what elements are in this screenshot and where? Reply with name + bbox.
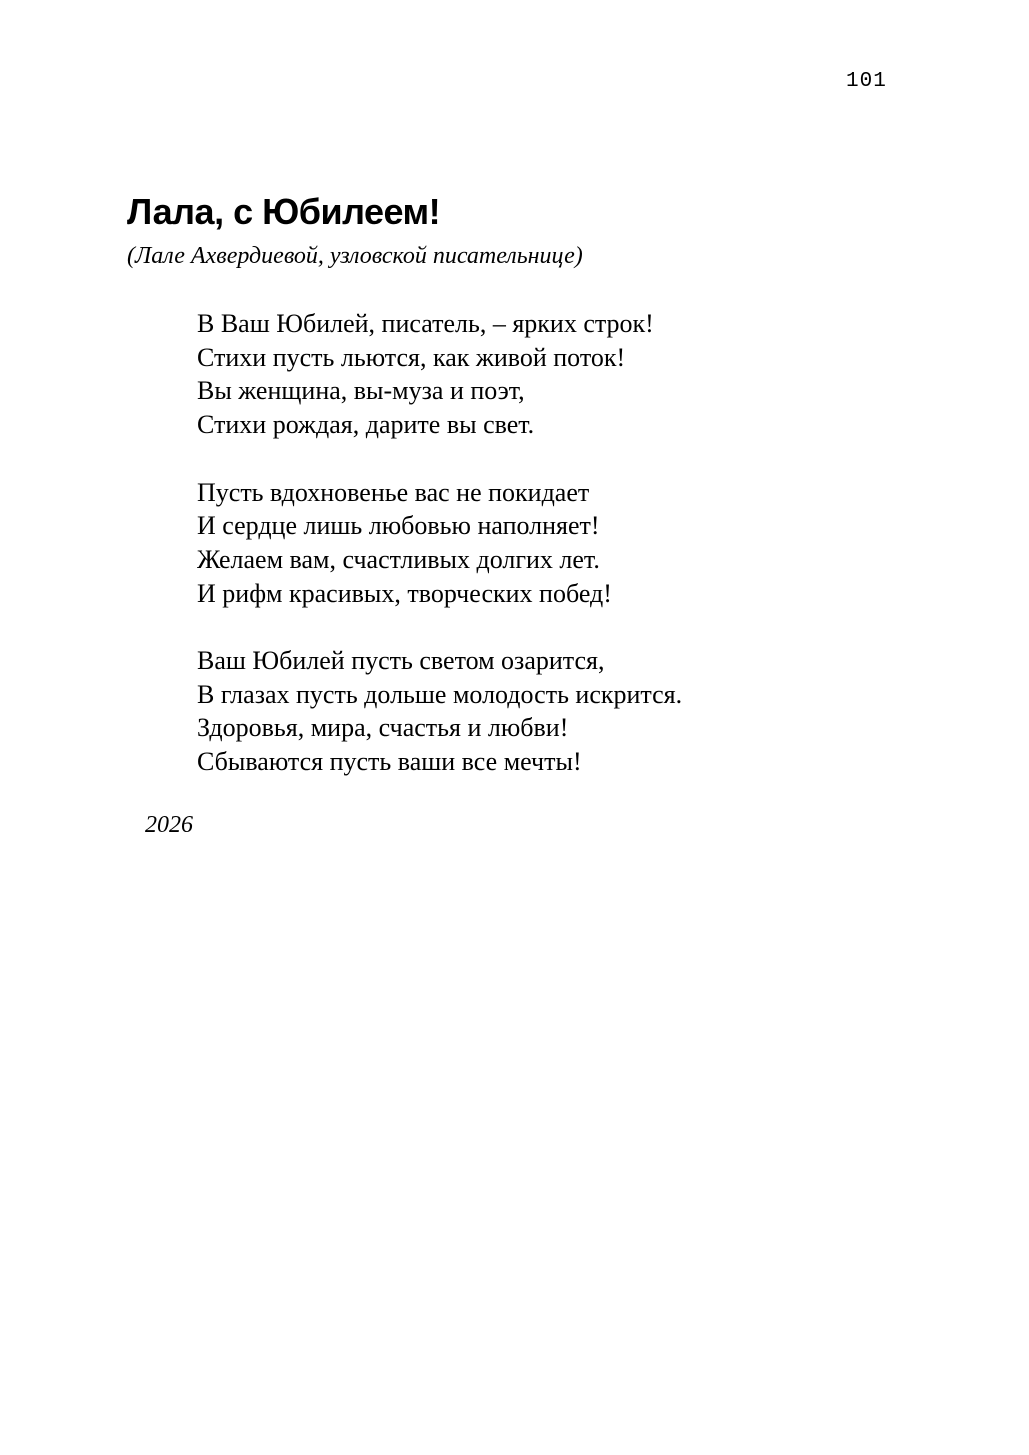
poem-line: И рифм красивых, творческих побед! xyxy=(197,578,612,608)
stanza-2 xyxy=(197,476,682,611)
poem-title: Лала, с Юбилеем! xyxy=(127,191,441,232)
poem-line: И сердце лишь любовью наполняет! xyxy=(197,511,600,541)
poem-line: Стихи рождая, дарите вы свет. xyxy=(197,410,535,440)
page-number: 101 xyxy=(846,70,887,93)
poem-dedication: (Лале Ахвердиевой, узловской писательнице) xyxy=(127,243,583,269)
stanza-3 xyxy=(197,644,682,779)
poem-body xyxy=(197,307,682,779)
poem-line: Ваш Юбилей пусть светом озарится, xyxy=(197,646,605,675)
poem-line: Здоровья, мира, счастья и любви! xyxy=(197,713,569,743)
poem-line: Пусть вдохновенье вас не покидает xyxy=(197,477,590,507)
poem-line: Вы женщина, вы-муза и поэт, xyxy=(197,376,525,406)
poem-line: Желаем вам, счастливых долгих лет. xyxy=(197,544,600,574)
poem-year: 2026 xyxy=(145,812,193,838)
stanza-1 xyxy=(197,307,682,442)
poem-line: В глазах пусть дольше молодость искрится. xyxy=(197,679,683,709)
poem-line: В Ваш Юбилей, писатель, – ярких строк! xyxy=(197,309,654,338)
poem-line: Стихи пусть льются, как живой поток! xyxy=(197,342,626,372)
poem-line: Сбываются пусть ваши все мечты! xyxy=(197,747,582,777)
